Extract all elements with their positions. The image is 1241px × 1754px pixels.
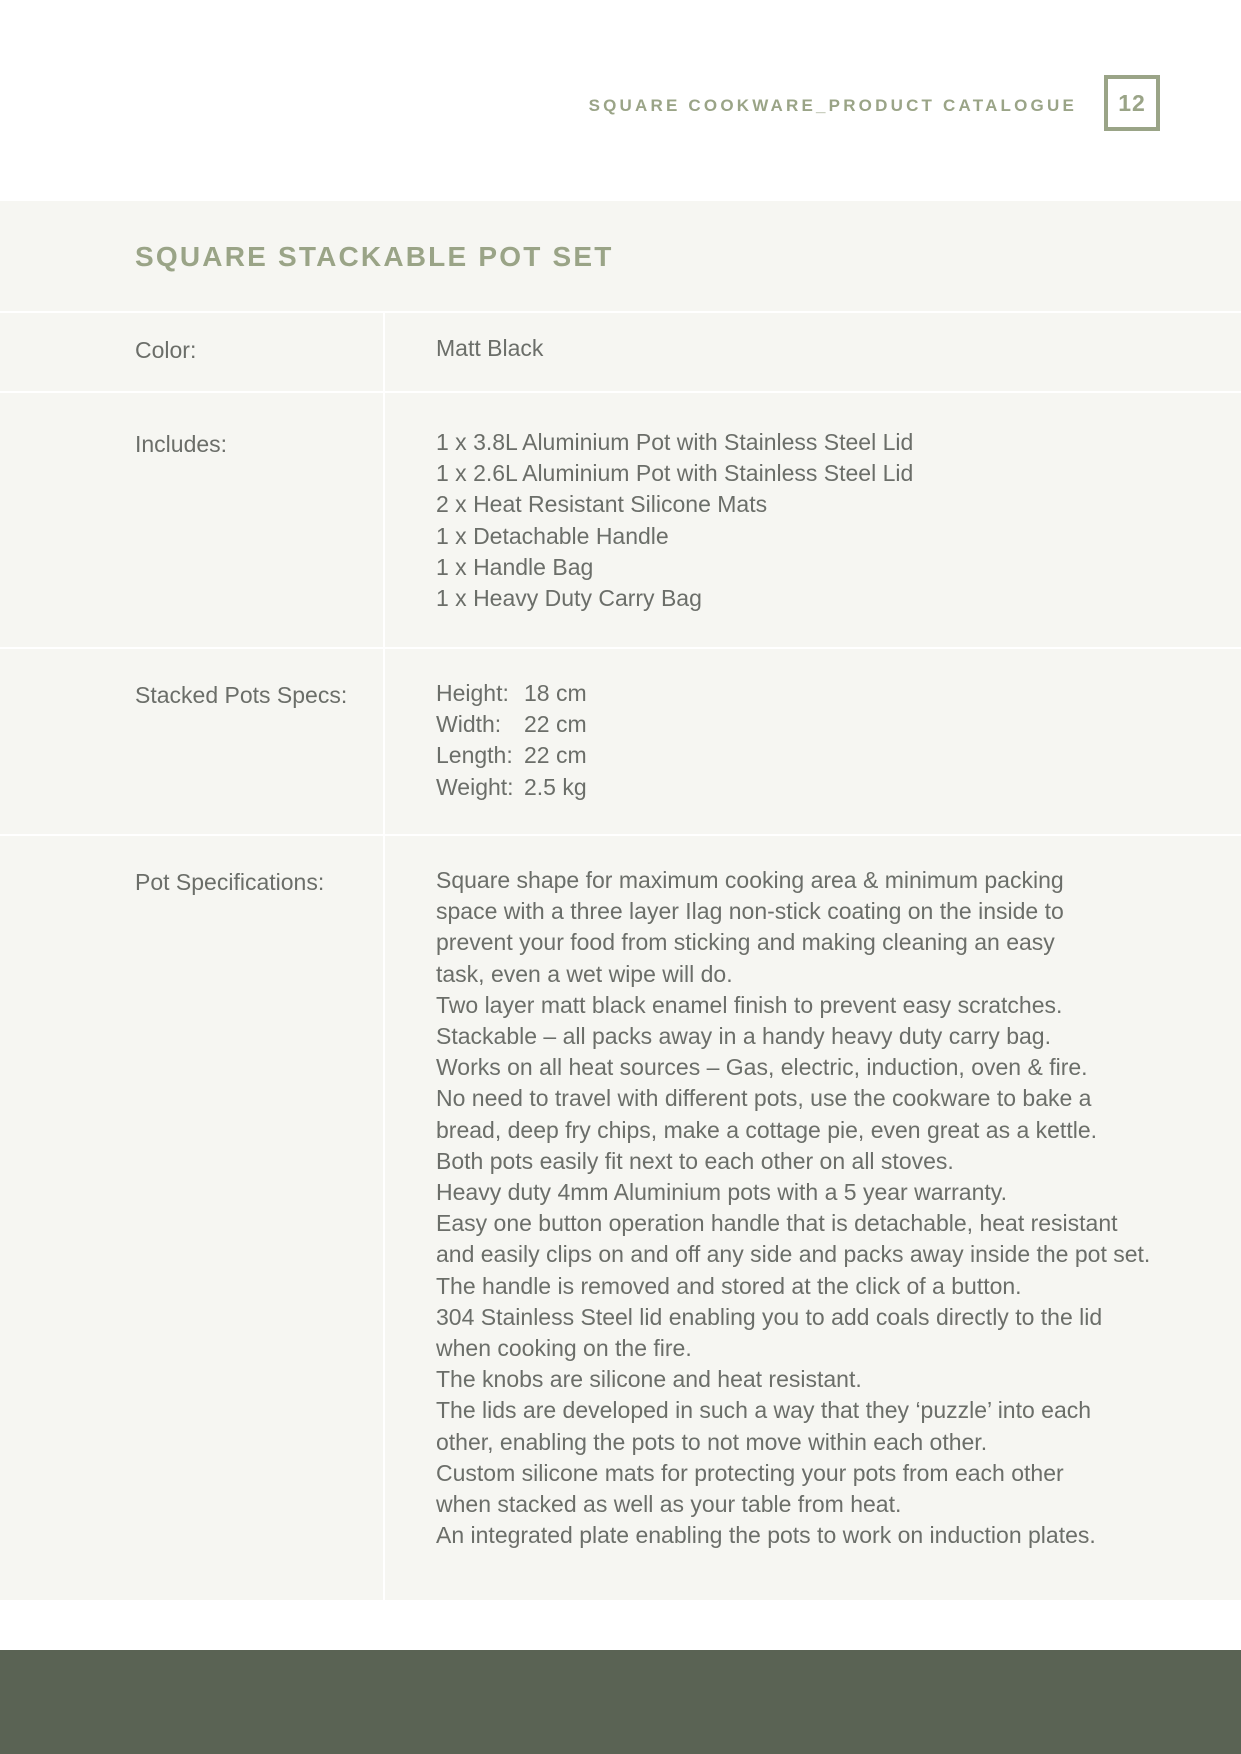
catalogue-title: SQUARE COOKWARE_PRODUCT CATALOGUE (588, 96, 1077, 115)
color-label: Color: (135, 337, 197, 363)
text-line: Two layer matt black enamel finish to prevent easy scratches. (436, 991, 1063, 1018)
stacked-val: 22 cm (524, 742, 587, 769)
color-text: Matt Black (436, 335, 544, 361)
spec-panel (0, 201, 1241, 1600)
stacked-val: 18 cm (524, 680, 587, 706)
list-item: 1 x 3.8L Aluminium Pot with Stainless Steel Lid (436, 429, 914, 455)
list-item: 1 x Heavy Duty Carry Bag (436, 585, 702, 612)
stacked-key: Height: (436, 680, 509, 706)
text-line: The lids are developed in such a way that they ‘puzzle’ into each (436, 1397, 1092, 1424)
stacked-key: Width: (436, 711, 502, 738)
pot-specs-label: Pot Specifications: (135, 869, 325, 895)
stacked-weight (436, 772, 587, 803)
pot-specs-text (436, 865, 1150, 1551)
text-line: Heavy duty 4mm Aluminium pots with a 5 year warranty. (436, 1179, 1007, 1206)
stacked-key: Length: (436, 742, 513, 769)
spec-row-includes (0, 393, 1241, 649)
stacked-length (436, 740, 587, 771)
stacked-val: 2.5 kg (524, 773, 587, 800)
text-line: and easily clips on and off any side and packs away inside the pot set. (436, 1241, 1151, 1268)
text-line: The knobs are silicone and heat resistant. (436, 1366, 862, 1393)
spec-row-color (0, 313, 1241, 393)
color-value (436, 333, 543, 364)
list-item: 1 x Handle Bag (436, 553, 594, 580)
text-line: Easy one button operation handle that is detachable, heat resistant (436, 1210, 1118, 1237)
stacked-width (436, 709, 587, 740)
includes-label: Includes: (135, 431, 228, 457)
footer-band (0, 1650, 1241, 1754)
text-line: Works on all heat sources – Gas, electric, induction, oven & fire. (436, 1054, 1088, 1081)
text-line: prevent your food from sticking and making cleaning an easy (436, 929, 1055, 956)
stacked-val: 22 cm (524, 711, 587, 738)
includes-list (436, 427, 913, 614)
text-line: when cooking on the fire. (436, 1335, 692, 1362)
text-line: An integrated plate enabling the pots to work on induction plates. (436, 1522, 1096, 1549)
stacked-key: Weight: (436, 773, 514, 800)
page-number: 12 (1104, 75, 1160, 131)
list-item: 2 x Heat Resistant Silicone Mats (436, 491, 768, 518)
text-line: bread, deep fry chips, make a cottage pie, even great as a kettle. (436, 1116, 1098, 1143)
text-line: task, even a wet wipe will do. (436, 960, 733, 987)
spec-row-stacked (0, 649, 1241, 836)
list-item: 1 x 2.6L Aluminium Pot with Stainless Steel Lid (436, 460, 914, 487)
stacked-label: Stacked Pots Specs: (135, 682, 348, 708)
text-line: Custom silicone mats for protecting your pots from each other (436, 1459, 1064, 1486)
text-line: No need to travel with different pots, use the cookware to bake a (436, 1085, 1092, 1112)
text-line: The handle is removed and stored at the click of a button. (436, 1272, 1022, 1299)
text-line: space with a three layer Ilag non-stick coating on the inside to (436, 898, 1064, 925)
text-line: other, enabling the pots to not move within each other. (436, 1428, 988, 1455)
stacked-list (436, 678, 587, 803)
text-line: Stackable – all packs away in a handy heavy duty carry bag. (436, 1023, 1051, 1050)
text-line: when stacked as well as your table from heat. (436, 1491, 902, 1518)
list-item: 1 x Detachable Handle (436, 522, 669, 549)
text-line: Both pots easily fit next to each other on all stoves. (436, 1147, 954, 1174)
product-title: SQUARE STACKABLE POT SET (135, 241, 614, 272)
text-line: 304 Stainless Steel lid enabling you to add coals directly to the lid (436, 1303, 1103, 1330)
text-line: Square shape for maximum cooking area & minimum packing (436, 867, 1064, 893)
stacked-height (436, 678, 587, 709)
title-row (0, 201, 1241, 313)
spec-row-pot-specs (0, 836, 1241, 1600)
